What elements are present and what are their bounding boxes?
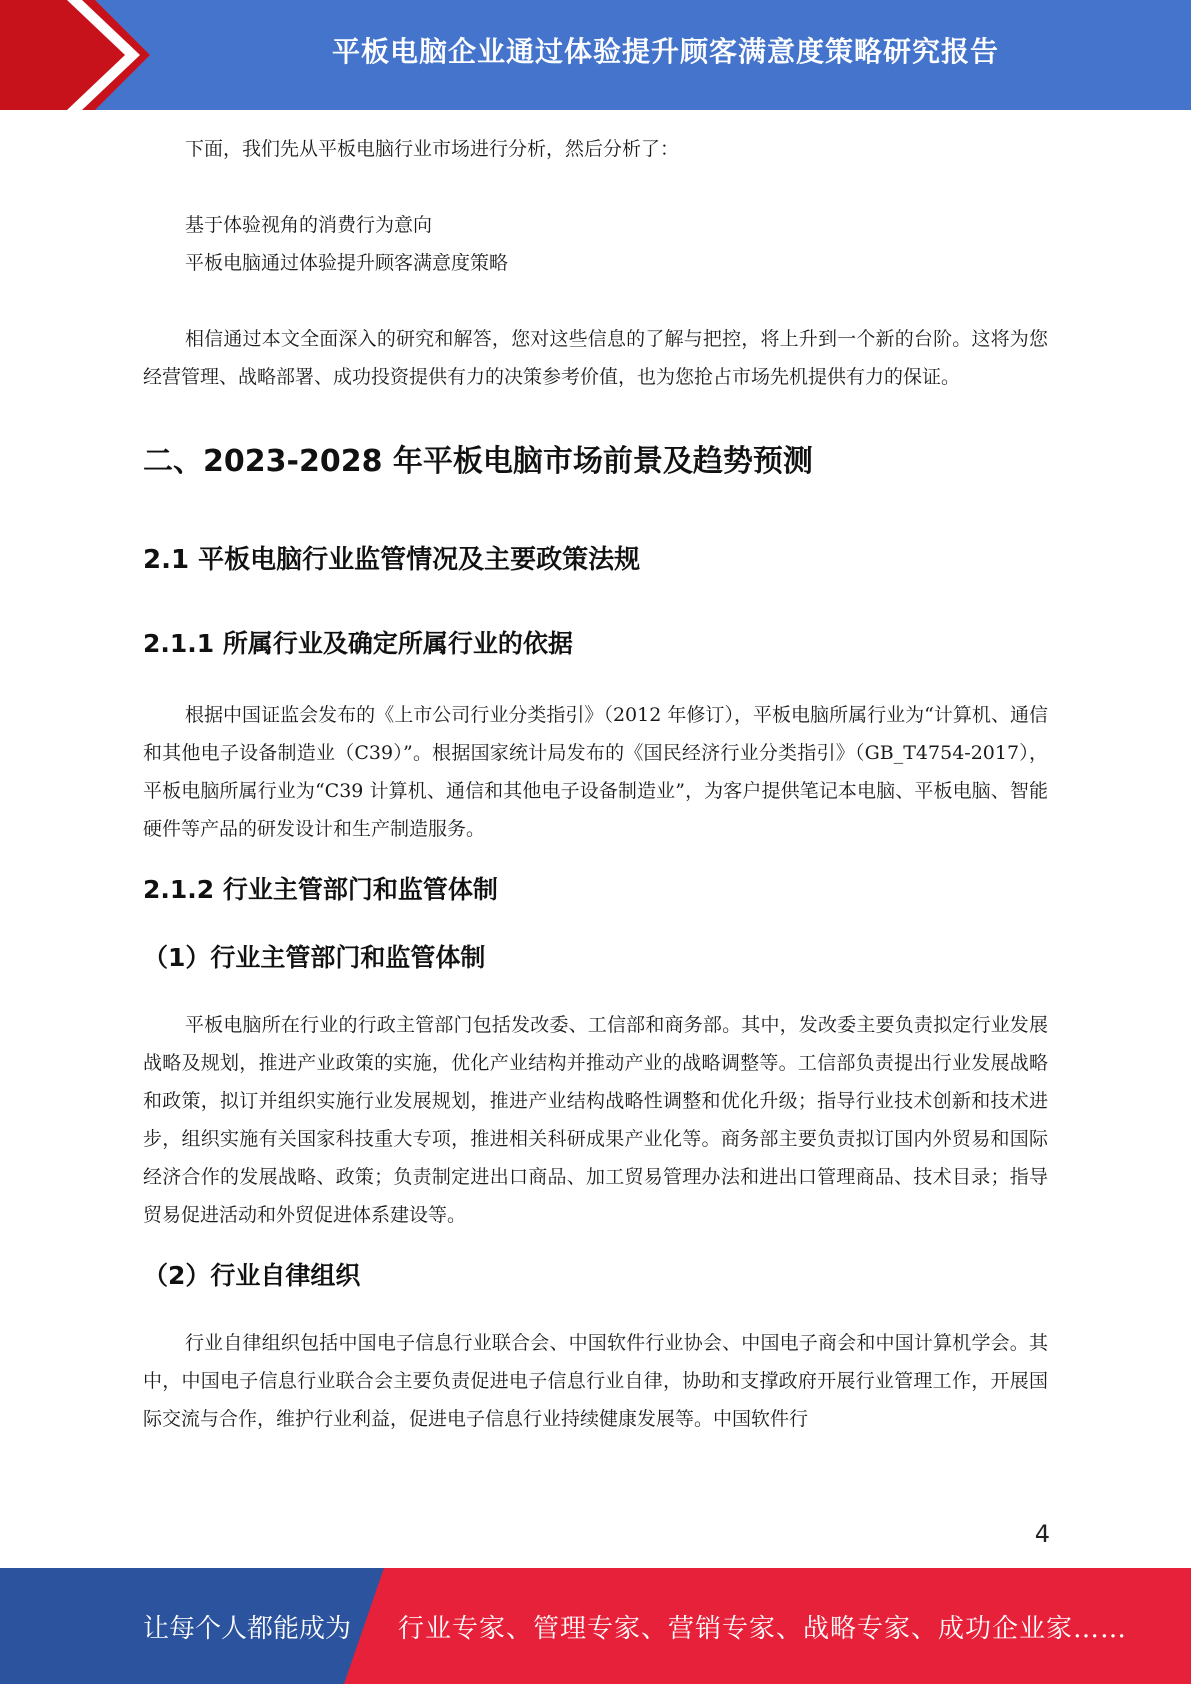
report-title: 平板电脑企业通过体验提升顾客满意度策略研究报告 <box>331 35 999 68</box>
subsection-heading-2: （2）行业自律组织 <box>143 1261 361 1290</box>
footer-slogan-left: 让每个人都能成为 <box>143 1613 352 1644</box>
subsection-2-body: 行业自律组织包括中国电子信息行业联合会、中国软件行业协会、中国电子商会和中国计算机学会。其中，中国电子信息行业联合会主要负责促进电子信息行业自律，协助和支撑政府开展行业管理工作，开展国际交流与合作，维护行业利益，促进电子信息行业持续健康发展等。中国软件行 <box>143 1332 1048 1430</box>
subsection-1-body: 平板电脑所在行业的行政主管部门包括发改委、工信部和商务部。其中，发改委主要负责拟定行业发展战略及规划，推进产业政策的实施，优化产业结构并推动产业的战略调整等。工信部负责提出行业发展战略和政策，拟订并组织实施行业发展规划，推进产业结构战略性调整和优化升级；指导行业技术创新和技术进步，组织实施有关国家科技重大专项，推进相关科研成果产业化等。商务部主要负责拟订国内外贸易和国际经济合作的发展战略、政策；负责制定进出口商品、加工贸易管理办法和进出口管理商品、技术目录；指导贸易促进活动和外贸促进体系建设等。 <box>143 1014 1048 1226</box>
intro-closing: 相信通过本文全面深入的研究和解答，您对这些信息的了解与把控，将上升到一个新的台阶。这将为您经营管理、战略部署、成功投资提供有力的决策参考价值，也为您抢占市场先机提供有力的保证。 <box>143 328 1048 388</box>
intro-list <box>143 206 1048 282</box>
section-heading-2-1: 2.1 平板电脑行业监管情况及主要政策法规 <box>143 545 641 575</box>
subsection-heading-1: （1）行业主管部门和监管体制 <box>143 943 486 972</box>
page-number: 4 <box>1034 1520 1050 1548</box>
list-item: 基于体验视角的消费行为意向 <box>185 214 433 236</box>
main-content <box>143 130 1048 1438</box>
intro-lead: 下面，我们先从平板电脑行业市场进行分析，然后分析了： <box>185 138 680 160</box>
list-item: 平板电脑通过体验提升顾客满意度策略 <box>185 252 509 274</box>
section-heading-2-1-1: 2.1.1 所属行业及确定所属行业的依据 <box>143 629 573 658</box>
header-banner <box>0 0 1191 110</box>
footer-banner <box>0 1568 1191 1684</box>
footer-slogan-right: 行业专家、管理专家、营销专家、战略专家、成功企业家…… <box>398 1613 1128 1644</box>
header-arrow-icon <box>0 0 160 110</box>
section-heading-2-1-2: 2.1.2 行业主管部门和监管体制 <box>143 875 498 904</box>
chapter-heading: 二、2023-2028 年平板电脑市场前景及趋势预测 <box>143 444 813 479</box>
section-2-1-1-body: 根据中国证监会发布的《上市公司行业分类指引》（2012 年修订），平板电脑所属行业为“计算机、通信和其他电子设备制造业（C39）”。根据国家统计局发布的《国民经济行业分类指引》（GB_T4754-2017），平板电脑所属行业为“C39 计算机、通信和其他电子设备制造业”，为客户提供笔记本电脑、平板电脑、智能硬件等产品的研发设计和生产制造服务。 <box>143 704 1048 840</box>
